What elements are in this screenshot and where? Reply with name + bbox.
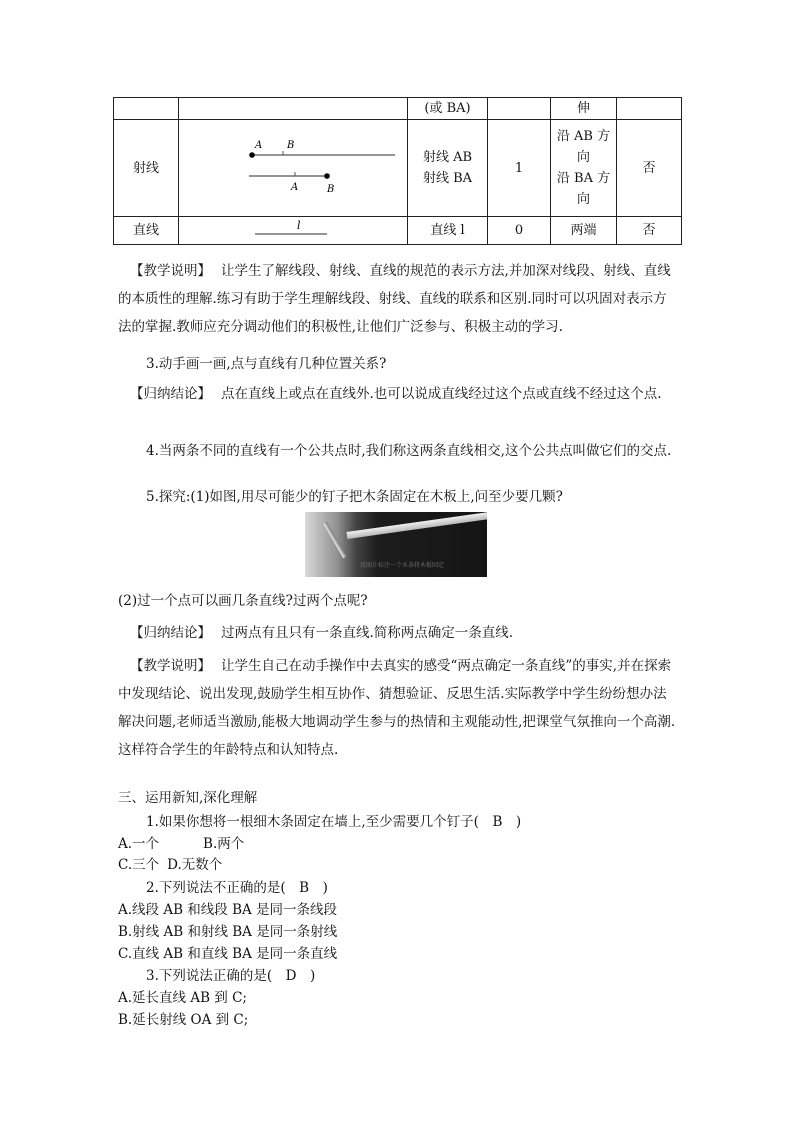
direction-text: 向 xyxy=(576,192,590,207)
notation-text: 射线 AB xyxy=(422,150,473,165)
exercise-1-options xyxy=(118,832,244,852)
label-b: B xyxy=(287,140,295,151)
label-b: B xyxy=(327,184,335,195)
note-text: 让学生了解线段、射线、直线的规范的表示方法,并加深对线段、射线、直线的本质性的理解.练习有助于学生理解线段、射线、直线的联系和区别.同时可以巩固对表示方法的掌握.教师应充分调动他们的积极性,让他们广泛参与、积极主动的学习. xyxy=(118,263,671,335)
table-cell: 伸 xyxy=(551,98,617,120)
note-text: 让学生自己在动手操作中去真实的感受“两点确定一条直线”的事实,并在探索中发现结论、说出发现,鼓励学生相互协作、猜想验证、反思生活.实际教学中学生纷纷想办法解决问题,老师适当激励,能极大地调动学生参与的热情和主观能动性,把课堂气氛推向一个高潮.这样符合学生的年龄特点和认知特点. xyxy=(118,658,676,758)
table-cell-measurable: 否 xyxy=(617,120,682,217)
table-cell-endpoints: 0 xyxy=(488,217,551,245)
direction-text: 沿 AB 方 xyxy=(556,129,611,144)
option-c: C.三个 xyxy=(118,857,160,873)
nail-shape xyxy=(323,522,346,559)
exercise-3-question: 3.下列说法正确的是( D ) xyxy=(146,968,316,984)
option-a: A.延长直线 AB 到 C; xyxy=(118,990,247,1006)
table-cell-endpoints: 1 xyxy=(488,120,551,217)
conclusion-1 xyxy=(118,380,678,408)
line-figure xyxy=(179,217,408,237)
direction-text: 向 xyxy=(576,150,590,165)
option-a: A.线段 AB 和线段 BA 是同一条线段 xyxy=(118,902,338,918)
option-c: C.直线 AB 和直线 BA 是同一条直线 xyxy=(118,946,338,962)
section-heading: 三、运用新知,深化理解 xyxy=(118,790,258,806)
point-b-dot xyxy=(324,173,330,179)
conclusion-text: 点在直线上或点在直线外.也可以说成直线经过这个点或直线不经过这个点. xyxy=(221,386,662,402)
note-label: 【教学说明】 xyxy=(130,263,211,279)
table-row xyxy=(114,120,682,217)
table-cell-notation: 直线 l xyxy=(408,217,488,245)
question-4 xyxy=(118,440,678,463)
ray-figure xyxy=(179,120,408,209)
table-cell xyxy=(114,98,179,120)
table-row xyxy=(114,98,682,120)
photo-caption: 用图片标注一个木条将木板固定 xyxy=(360,562,445,569)
note-label: 【教学说明】 xyxy=(130,658,211,674)
direction-text: 沿 BA 方 xyxy=(556,171,611,186)
wood-strip-photo xyxy=(305,512,487,577)
exercise-2-question: 2.下列说法不正确的是( B ) xyxy=(146,880,328,896)
option-d: D.无数个 xyxy=(167,857,223,873)
table-cell-notation xyxy=(408,120,488,217)
conclusion-label: 【归纳结论】 xyxy=(130,625,211,641)
table-cell xyxy=(617,98,682,120)
option-b: B.射线 AB 和射线 BA 是同一条射线 xyxy=(118,924,338,940)
label-l: l xyxy=(297,219,301,232)
point-a-dot xyxy=(249,152,255,158)
table-cell-name: 射线 xyxy=(114,120,179,217)
teaching-note-1 xyxy=(118,257,678,341)
line-figure-cell xyxy=(179,217,408,245)
question-5: 5.探究:(1)如图,用尽可能少的钉子把木条固定在木板上,问至少要几颗? xyxy=(146,489,563,505)
label-a: A xyxy=(255,140,263,151)
conclusion-2 xyxy=(130,621,513,641)
line-comparison-table xyxy=(113,97,682,245)
wood-strip-shape xyxy=(347,512,487,539)
question-3: 3.动手画一画,点与直线有几种位置关系? xyxy=(146,356,387,372)
option-b: B.两个 xyxy=(203,836,245,852)
option-b: B.延长射线 OA 到 C; xyxy=(118,1012,249,1028)
table-cell: (或 BA) xyxy=(408,98,488,120)
table-cell-direction xyxy=(551,120,617,217)
table-cell xyxy=(179,98,408,120)
question-4-text: 4.当两条不同的直线有一个公共点时,我们称这两条直线相交,这个公共点叫做它们的交点. xyxy=(146,443,672,459)
option-a: A.一个 xyxy=(118,836,160,852)
teaching-note-2 xyxy=(118,652,678,764)
notation-text: 射线 BA xyxy=(422,171,473,186)
exercise-1-options xyxy=(118,853,222,873)
conclusion-label: 【归纳结论】 xyxy=(130,386,211,402)
ray-figure-cell xyxy=(179,120,408,217)
table-row xyxy=(114,217,682,245)
conclusion-text: 过两点有且只有一条直线.简称两点确定一条直线. xyxy=(221,625,514,641)
label-a: A xyxy=(291,182,299,193)
question-5-part-2: (2)过一个点可以画几条直线?过两个点呢? xyxy=(118,593,368,609)
exercise-1-question: 1.如果你想将一根细木条固定在墙上,至少需要几个钉子( B ) xyxy=(146,814,522,830)
table-cell-direction: 两端 xyxy=(551,217,617,245)
table-cell-measurable: 否 xyxy=(617,217,682,245)
table-cell-name: 直线 xyxy=(114,217,179,245)
table-cell xyxy=(488,98,551,120)
